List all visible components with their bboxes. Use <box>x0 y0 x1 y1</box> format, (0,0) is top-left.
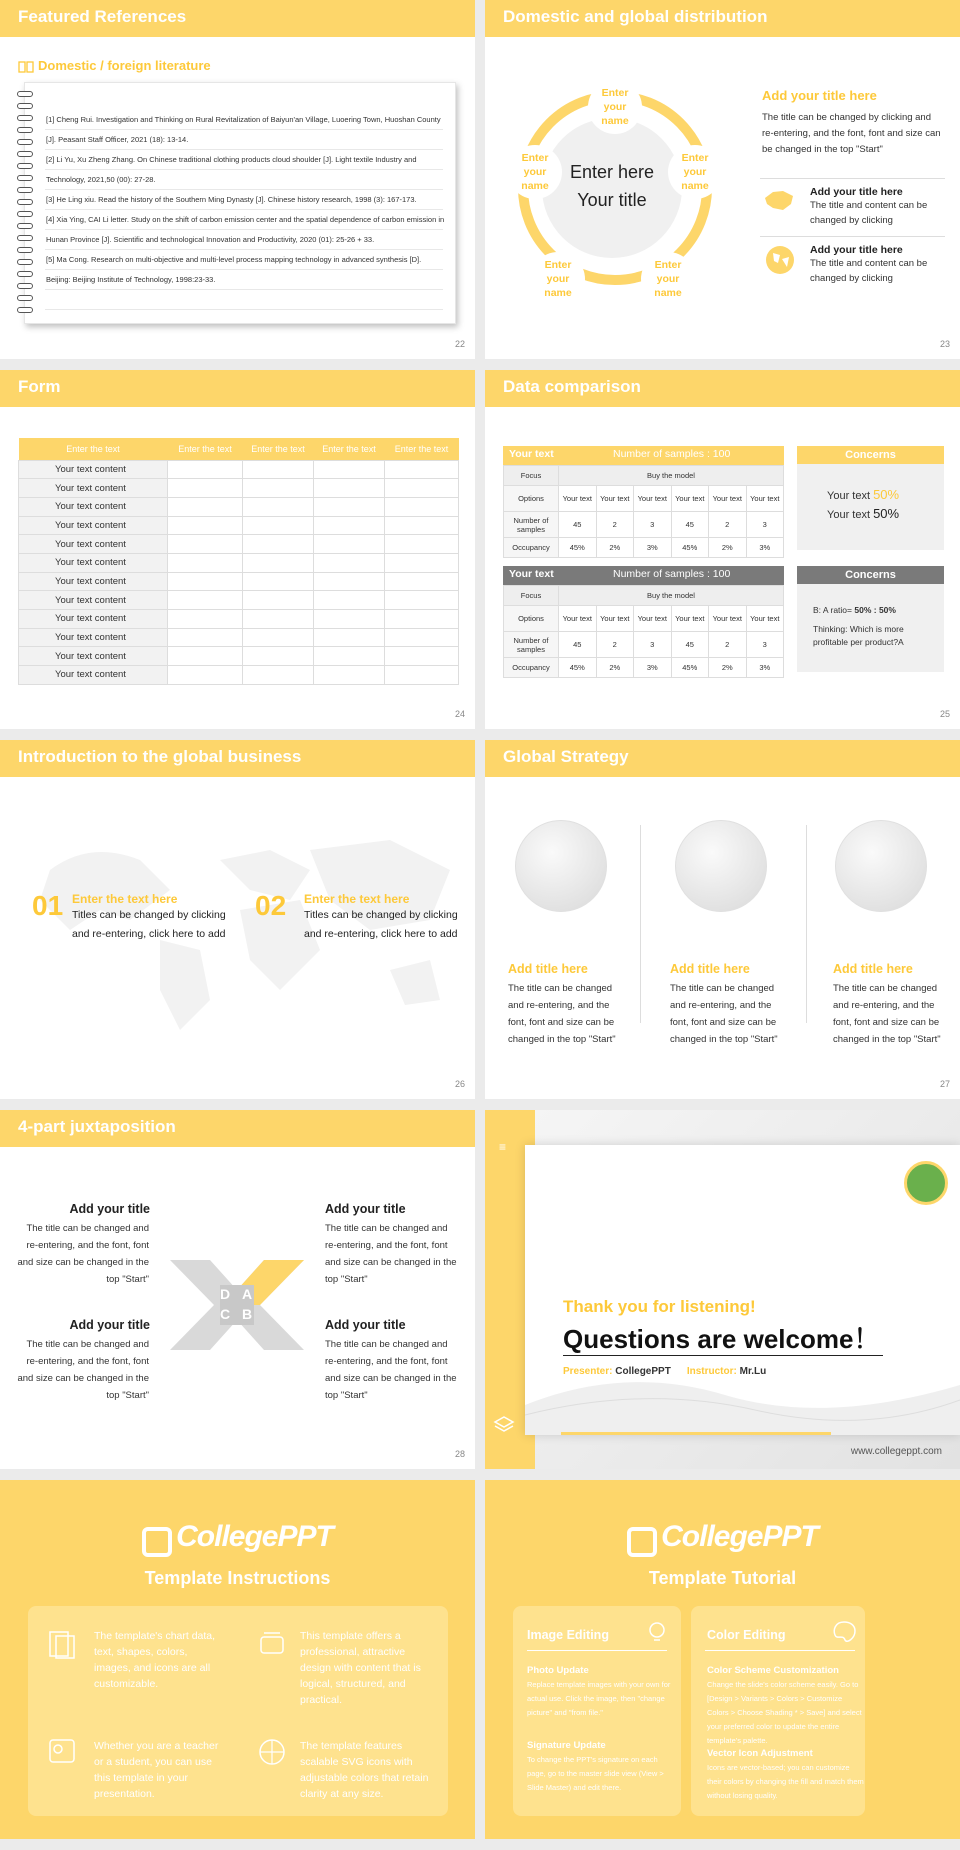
user-card-icon <box>48 1738 76 1771</box>
page-number: 28 <box>454 1449 465 1459</box>
slide-title: Global Strategy <box>485 740 960 777</box>
slide-distribution[interactable] <box>485 0 960 359</box>
presenter: Presenter: CollegePPT Instructor: Mr.Lu <box>563 1366 767 1377</box>
item-2: Add your title here The title and content can be changed by clicking <box>810 244 928 284</box>
page-number: 27 <box>939 1079 950 1089</box>
table-row: Your text content <box>19 516 459 535</box>
slide-thank-you[interactable] <box>485 1110 960 1469</box>
book-icon <box>18 61 34 73</box>
instruction-2: This template offers a professional, attractive design with content that is logical, structured, and practical. <box>300 1630 421 1706</box>
image-editing-title: Image Editing <box>527 1628 609 1642</box>
slide-title: Featured References <box>0 0 475 37</box>
slide-global-business[interactable] <box>0 740 475 1099</box>
bubble[interactable]: Enter your name <box>588 80 642 134</box>
bubble[interactable]: Enter your name <box>531 252 585 306</box>
table-row: Your text content <box>19 628 459 647</box>
bubble[interactable]: Enter your name <box>641 252 695 306</box>
page-number: 24 <box>454 709 465 719</box>
table-row: Your text content <box>19 553 459 572</box>
instruction-1: The template's chart data, text, shapes, colors, images, and icons are all customizable. <box>94 1630 216 1690</box>
slide-title: 4-part juxtaposition <box>0 1110 475 1147</box>
comparison-table-1: Your text Number of samples : 100 Focus Buy the model Options Your text Your text Your text Your text Your text Your text Number of samples 45 2 3 45 2 3 Occupancy 45% 2% 3% 45% 2% 3% <box>503 446 784 558</box>
content-card <box>525 1145 960 1435</box>
part-c: Add your title The title can be changed and re-entering, and the font, font and size can be changed in the top "Start" <box>17 1318 150 1401</box>
section-title: Template Tutorial <box>648 1568 797 1588</box>
logo: CollegePPT <box>0 1520 475 1557</box>
website-url[interactable]: www.collegeppt.com <box>850 1446 942 1457</box>
section-title: Template Instructions <box>144 1568 331 1588</box>
item-1: Add your title here The title and content can be changed by clicking <box>810 186 928 226</box>
slide-form[interactable] <box>0 370 475 729</box>
instruction-4: The template features scalable SVG icons with adjustable colors that retain clarity at any size. <box>300 1740 429 1800</box>
logo-icon <box>627 1527 657 1557</box>
letter-a: A <box>242 1286 253 1302</box>
slide-title: Form <box>0 370 475 407</box>
vector-icon-text: Icons are vector-based; you can customize their colors by changing the fill and match them without losing quality. <box>707 1763 864 1800</box>
slide-instructions[interactable] <box>0 1480 475 1839</box>
page-number: 25 <box>939 709 950 719</box>
stack-icon <box>258 1630 286 1661</box>
concerns-card-2: Concerns B: A ratio= 50% : 50% Thinking: Which is more profitable per product?A <box>797 566 944 672</box>
color-editing-title: Color Editing <box>707 1628 786 1642</box>
subtitle: Domestic / foreign literature <box>18 58 211 73</box>
chart-doc-icon <box>48 1630 76 1665</box>
instruction-3: Whether you are a teacher or a student, you can use this template in your presentation. <box>94 1740 219 1800</box>
slide-data-comparison[interactable] <box>485 370 960 729</box>
globe-image <box>515 820 607 912</box>
comparison-table-2: Your text Number of samples : 100 Focus Buy the model Options Your text Your text Your text Your text Your text Your text Number of samples 45 2 3 45 2 3 Occupancy 45% 2% 3% 45% 2% 3% <box>503 566 784 678</box>
photo-update-text: Replace template images with your own for actual use. Click the image, then "change picture" and "from file." <box>527 1680 671 1717</box>
globe-image <box>675 820 767 912</box>
layers-icon[interactable] <box>493 1415 515 1438</box>
strategy-1: Add title here The title can be changed and re-entering, and the font, font and size can be changed in the top "Start" <box>508 962 616 1045</box>
table-row: Your text content <box>19 535 459 554</box>
table-row: Your text content <box>19 647 459 666</box>
strategy-2: Add title here The title can be changed and re-entering, and the font, font and size can be changed in the top "Start" <box>670 962 778 1045</box>
basketball-icon <box>258 1738 286 1771</box>
page-number: 26 <box>454 1079 465 1089</box>
page-number: 22 <box>454 339 465 349</box>
slide-juxtaposition[interactable] <box>0 1110 475 1469</box>
number-01: 01 <box>32 890 64 921</box>
palette-icon <box>831 1620 857 1649</box>
school-emblem <box>904 1161 948 1205</box>
vector-icon-title: Vector Icon Adjustment <box>707 1748 813 1759</box>
table-row: Your text content <box>19 460 459 479</box>
block-2: Enter the text here Titles can be changed by clicking and re-entering, click here to add <box>304 892 458 940</box>
slide-global-strategy[interactable] <box>485 740 960 1099</box>
x-graphic <box>170 1260 304 1350</box>
page-number: 23 <box>939 339 950 349</box>
data-table: Enter the text Enter the text Enter the text Enter the text Enter the text Your text content Your text content Your text content Your text content Your text content Your text content Your text content Your text content Your text content Your text content Your text content Your text content <box>18 438 459 685</box>
questions-text: Questions are welcome！ <box>563 1324 880 1354</box>
letter-b: B <box>242 1306 253 1322</box>
thanks-text: Thank you for listening! <box>563 1297 756 1316</box>
table-row: Your text content <box>19 591 459 610</box>
menu-icon[interactable]: ≡ <box>499 1140 507 1154</box>
slide-title: Introduction to the global business <box>0 740 475 777</box>
color-scheme-text: Change the slide's color scheme easily. Go to [Design > Variants > Colors > Customize Colors > Choose Shading * > Save] and select your preferred color to update the entire template's palette. <box>707 1680 862 1745</box>
number-02: 02 <box>255 890 287 921</box>
slide-tutorial[interactable] <box>485 1480 960 1839</box>
letter-d: D <box>220 1286 231 1302</box>
strategy-3: Add title here The title can be changed and re-entering, and the font, font and size can be changed in the top "Start" <box>833 962 941 1045</box>
slide-title: Domestic and global distribution <box>485 0 960 37</box>
center-circle: Enter here Your title <box>542 118 682 258</box>
part-b: Add your title The title can be changed and re-entering, and the font, font and size can be changed in the top "Start" <box>325 1318 457 1401</box>
letter-c: C <box>220 1306 231 1322</box>
part-d: Add your title The title can be changed and re-entering, and the font, font and size can be changed in the top "Start" <box>17 1202 150 1285</box>
photo-update-title: Photo Update <box>527 1665 589 1676</box>
color-scheme-title: Color Scheme Customization <box>707 1665 839 1676</box>
slide-references[interactable] <box>0 0 475 359</box>
table-row: Your text content <box>19 479 459 498</box>
slide-title: Data comparison <box>485 370 960 407</box>
bubble[interactable]: Enter your name <box>668 145 722 199</box>
table-row: Your text content <box>19 572 459 591</box>
part-a: Add your title The title can be changed and re-entering, and the font, font and size can be changed in the top "Start" <box>325 1202 457 1285</box>
right-text: The title can be changed by clicking and re-entering, and the font, font and size can be changed in the top "Start" <box>762 112 941 155</box>
concerns-card-1: Concerns Your text 50% Your text 50% <box>797 446 944 550</box>
china-map-icon <box>763 188 795 219</box>
reference-list: [1] Cheng Rui. Investigation and Thinking on Rural Revitalization of Baiyun'an Village, Luoering Town, Huoshan County [J]. Peasant Staff Officer, 2021 (18): 13-14. [2] Li Yu, Xu Zheng Zhang. On Chinese traditional clothing products cloud shoulder [J]. Light textile Industry and Technology, 2021,50 (00): 27-28. [3] He Ling xiu. Read the history of the Southern Ming Dynasty [J]. Chinese history research, 1998 (3): 167-173. [4] Xia Ying, CAI Li letter. Study on the shift of carbon emission center and the spatial dependence of carbon emission in Hunan Province [J]. Scientific and technological Innovation and Productivity, 2020 (01): 25-26 + 33. [5] Ma Cong. Research on multi-objective and multi-level process mapping technology in advanced synthesis [D]. Beijing: Beijing Institute of Technology, 1998:23-33. <box>46 115 445 284</box>
logo-icon <box>142 1527 172 1557</box>
logo: CollegePPT <box>485 1520 960 1557</box>
table-row: Your text content <box>19 666 459 685</box>
table-row: Your text content <box>19 610 459 629</box>
globe-icon <box>765 245 795 280</box>
signature-update-text: To change the PPT's signature on each page, go to the master slide view (View > Slide Master) and edit there. <box>527 1755 664 1792</box>
lightbulb-icon <box>645 1618 669 1651</box>
bubble[interactable]: Enter your name <box>508 145 562 199</box>
globe-image <box>835 820 927 912</box>
right-title: Add your title here <box>762 88 877 103</box>
signature-update-title: Signature Update <box>527 1740 606 1751</box>
block-1: Enter the text here Titles can be changed by clicking and re-entering, click here to add <box>72 892 226 940</box>
table-row: Your text content <box>19 497 459 516</box>
